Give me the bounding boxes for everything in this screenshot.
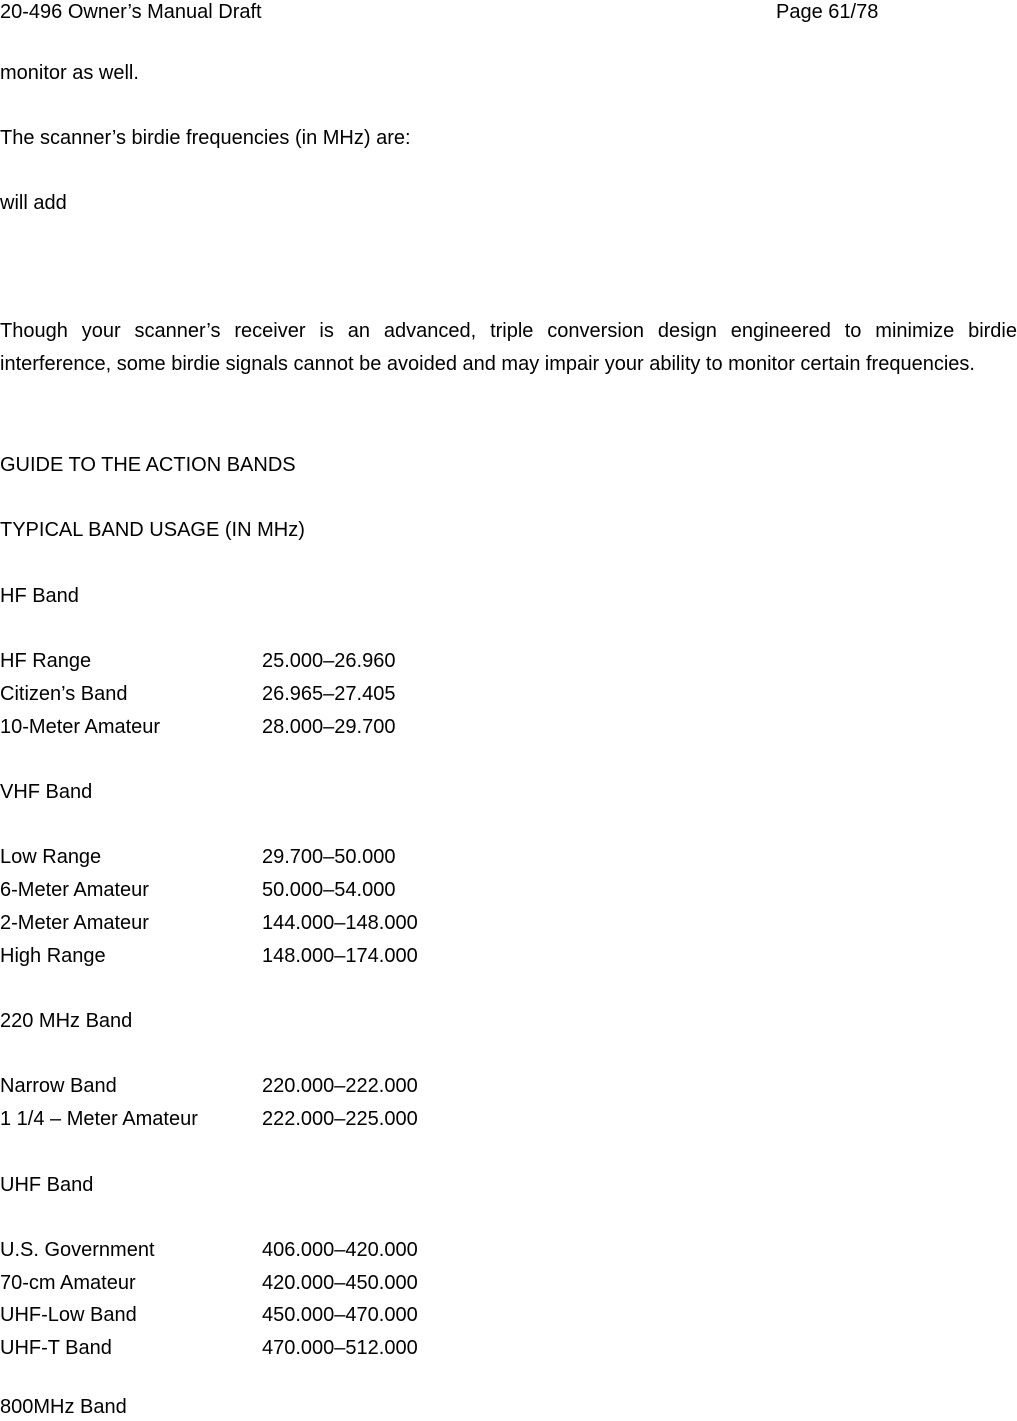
band-row-range: 406.000–420.000 bbox=[262, 1239, 418, 1261]
guide-heading: GUIDE TO THE ACTION BANDS bbox=[0, 454, 296, 476]
band-heading: UHF Band bbox=[0, 1174, 94, 1196]
band-row-range: 26.965–27.405 bbox=[262, 683, 396, 705]
band-heading: 220 MHz Band bbox=[0, 1010, 133, 1032]
band-row-label: Narrow Band bbox=[0, 1075, 117, 1097]
band-row-range: 28.000–29.700 bbox=[262, 716, 396, 738]
band-row-range: 144.000–148.000 bbox=[262, 912, 418, 934]
band-row-range: 148.000–174.000 bbox=[262, 945, 418, 967]
band-row-range: 50.000–54.000 bbox=[262, 879, 396, 901]
usage-heading: TYPICAL BAND USAGE (IN MHz) bbox=[0, 519, 305, 541]
band-row-label: U.S. Government bbox=[0, 1239, 155, 1261]
band-row-range: 470.000–512.000 bbox=[262, 1337, 418, 1359]
band-row-range: 420.000–450.000 bbox=[262, 1272, 418, 1294]
band-row-range: 29.700–50.000 bbox=[262, 846, 396, 868]
band-row-label: UHF-Low Band bbox=[0, 1304, 137, 1326]
band-row-label: 70-cm Amateur bbox=[0, 1272, 136, 1294]
band-row-label: 6-Meter Amateur bbox=[0, 879, 149, 901]
band-heading: 800MHz Band bbox=[0, 1396, 127, 1418]
header-title: 20-496 Owner’s Manual Draft bbox=[0, 1, 262, 23]
band-row-range: 222.000–225.000 bbox=[262, 1108, 418, 1130]
body-line-will-add: will add bbox=[0, 192, 67, 214]
band-row-range: 220.000–222.000 bbox=[262, 1075, 418, 1097]
band-row-label: UHF-T Band bbox=[0, 1337, 112, 1359]
band-row-label: HF Range bbox=[0, 650, 92, 672]
band-heading: VHF Band bbox=[0, 781, 93, 803]
birdie-paragraph: Though your scanner’s receiver is an advanced, triple conversion design engineered to minimize birdie interference, some birdie signals cannot be avoided and may impair your ability to monitor certain frequencies. bbox=[0, 320, 1017, 375]
band-row-label: 10-Meter Amateur bbox=[0, 716, 161, 738]
body-line-birdie-intro: The scanner’s birdie frequencies (in MHz) are: bbox=[0, 127, 411, 149]
body-line-monitor: monitor as well. bbox=[0, 62, 139, 84]
band-row-label: 2-Meter Amateur bbox=[0, 912, 149, 934]
band-row-label: 1 1/4 – Meter Amateur bbox=[0, 1108, 198, 1130]
band-row-range: 25.000–26.960 bbox=[262, 650, 396, 672]
band-row-label: High Range bbox=[0, 945, 106, 967]
band-row-label: Citizen’s Band bbox=[0, 683, 128, 705]
band-row-label: Low Range bbox=[0, 846, 102, 868]
band-row-range: 450.000–470.000 bbox=[262, 1304, 418, 1326]
band-heading: HF Band bbox=[0, 585, 79, 607]
page-number: Page 61/78 bbox=[776, 1, 879, 23]
